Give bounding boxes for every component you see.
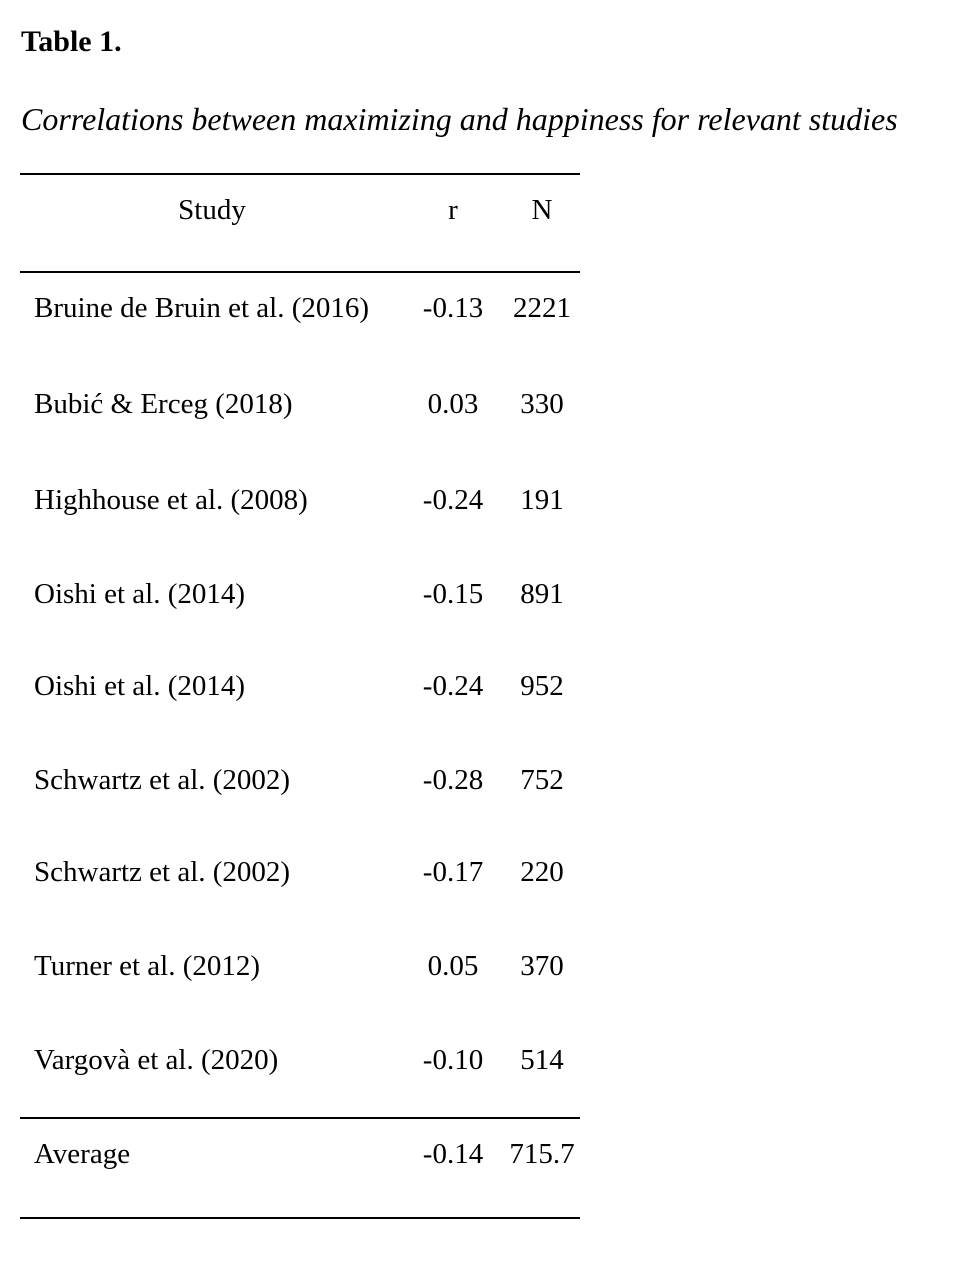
- average-label: Average: [34, 1138, 131, 1170]
- r-cell: -0.15: [422, 578, 484, 610]
- table-header-rule: [20, 271, 580, 273]
- table-top-rule: [20, 173, 580, 175]
- n-cell: 2221: [513, 292, 571, 324]
- r-cell: -0.24: [422, 670, 484, 702]
- average-r: -0.14: [422, 1138, 484, 1170]
- table-row: [20, 852, 580, 892]
- study-cell: Bruine de Bruin et al. (2016): [34, 292, 370, 324]
- table-label: Table 1.: [21, 25, 122, 58]
- n-cell: 752: [520, 764, 564, 796]
- table-row: [20, 574, 580, 614]
- r-cell: -0.17: [422, 856, 484, 888]
- r-cell: -0.24: [422, 484, 484, 516]
- table-average-rule: [20, 1117, 580, 1119]
- table-row: [20, 480, 580, 520]
- study-cell: Schwartz et al. (2002): [34, 856, 291, 888]
- n-cell: 952: [520, 670, 564, 702]
- r-cell: -0.10: [422, 1044, 484, 1076]
- r-cell: -0.28: [422, 764, 484, 796]
- n-cell: 891: [520, 578, 564, 610]
- column-header-study: Study: [178, 194, 246, 226]
- table-bottom-rule: [20, 1217, 580, 1219]
- study-cell: Oishi et al. (2014): [34, 670, 246, 702]
- n-cell: 514: [520, 1044, 564, 1076]
- table-row: [20, 946, 580, 986]
- study-cell: Oishi et al. (2014): [34, 578, 246, 610]
- study-cell: Highhouse et al. (2008): [34, 484, 308, 516]
- r-cell: 0.03: [427, 388, 479, 420]
- average-n: 715.7: [509, 1138, 575, 1170]
- table-row: [20, 760, 580, 800]
- table-row: [20, 666, 580, 706]
- study-cell: Turner et al. (2012): [34, 950, 261, 982]
- table-row: [20, 384, 580, 424]
- r-cell: 0.05: [427, 950, 479, 982]
- column-header-n: N: [531, 194, 553, 226]
- table-header-row: [20, 190, 580, 230]
- n-cell: 191: [520, 484, 564, 516]
- r-cell: -0.13: [422, 292, 484, 324]
- n-cell: 330: [520, 388, 564, 420]
- n-cell: 220: [520, 856, 564, 888]
- table-caption: Correlations between maximizing and happiness for relevant studies: [21, 101, 898, 137]
- study-cell: Vargovà et al. (2020): [34, 1044, 279, 1076]
- study-cell: Schwartz et al. (2002): [34, 764, 291, 796]
- table-row: [20, 1040, 580, 1080]
- table-row: [20, 288, 580, 328]
- table-average-row: [20, 1134, 580, 1174]
- study-cell: Bubić & Erceg (2018): [34, 388, 293, 420]
- column-header-r: r: [448, 194, 458, 226]
- n-cell: 370: [520, 950, 564, 982]
